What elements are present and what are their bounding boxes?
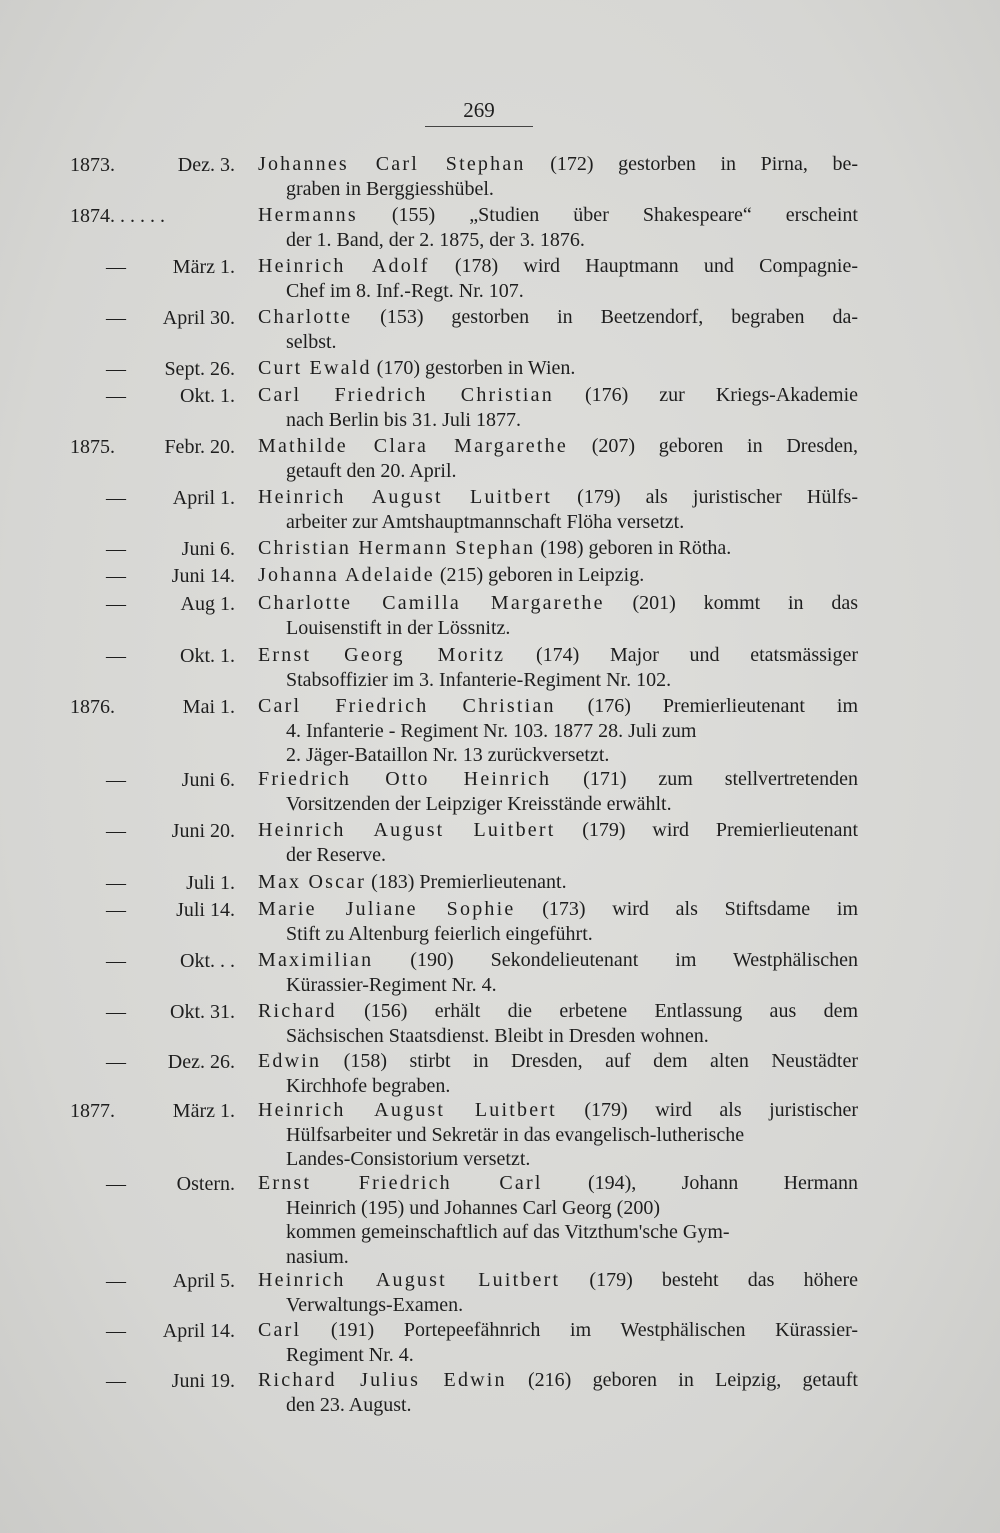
- entry-date: [70, 767, 235, 793]
- entry-text: [258, 1171, 858, 1269]
- entry-year: —: [106, 307, 126, 329]
- person-name: Carl Friedrich Christian: [258, 695, 556, 717]
- entry-text: [258, 152, 858, 201]
- entry-date: [70, 254, 235, 280]
- entry-day: Sept. 26.: [164, 358, 235, 380]
- entry-continuation-line: 4. Infanterie - Regiment Nr. 103. 1877 28. Juli zum: [286, 719, 697, 742]
- page-number-rule: [425, 126, 533, 127]
- entry-first-line-text: (191) Portepeefähnrich im Westphälischen Kürassier-: [301, 1319, 858, 1341]
- entry-text: [258, 1049, 858, 1098]
- entry-day: April 30.: [162, 307, 235, 329]
- entry-first-line-text: (155) „Studien über Shakespeare“ erscheint: [357, 204, 858, 226]
- person-name: Hermanns: [258, 204, 358, 226]
- entry-first-line: [258, 305, 858, 330]
- entry-continuation-line: Kirchhofe begraben.: [286, 1074, 451, 1097]
- person-name: Heinrich Adolf: [258, 255, 430, 277]
- entry-date: [70, 1318, 235, 1344]
- entry-continuation-line: kommen gemeinschaftlich auf das Vitzthum'sche Gym-: [286, 1221, 730, 1243]
- entry-text: [258, 643, 858, 692]
- person-name: Edwin: [258, 1050, 322, 1072]
- entry-text: [258, 818, 858, 867]
- entry-continuation-line: Sächsischen Staatsdienst. Bleibt in Dresden wohnen.: [286, 1024, 709, 1047]
- entry-day: Okt. 1.: [180, 645, 235, 667]
- entry-first-line-text: (176) zur Kriegs-Akademie: [553, 384, 859, 406]
- entry-year: —: [106, 1051, 126, 1073]
- entry-day: März 1.: [172, 256, 235, 278]
- entry-text: [258, 870, 858, 895]
- entry-first-line-text: (216) geboren in Leipzig, getauft: [506, 1369, 858, 1391]
- entry-continuation-line: graben in Berggiesshübel.: [286, 177, 494, 200]
- entry-year: —: [106, 899, 126, 921]
- entry-text: [258, 897, 858, 946]
- entry-first-line-text: (215) geboren in Leipzig.: [434, 564, 645, 586]
- person-name: Johanna Adelaide: [258, 564, 435, 586]
- entry-text: [258, 1318, 858, 1367]
- entry-first-line-text: (179) besteht das höhere: [560, 1269, 858, 1291]
- entry-text: [258, 434, 858, 483]
- entry-year: 1874. . . . . .: [70, 205, 165, 227]
- entry-first-line: [258, 643, 858, 668]
- entry-first-line-text: (158) stirbt in Dresden, auf dem alten Neustädter: [321, 1050, 858, 1072]
- entry-date: [70, 1171, 235, 1197]
- person-name: Ernst Georg Moritz: [258, 644, 506, 666]
- entry-day: März 1.: [172, 1100, 235, 1122]
- entry-first-line-text: (198) geboren in Rötha.: [535, 537, 732, 559]
- entry-first-line-text: (194), Johann Hermann: [542, 1172, 858, 1194]
- entry-year: —: [106, 820, 126, 842]
- entry-first-line: [258, 1098, 858, 1123]
- entry-continuation-line: Louisenstift in der Lössnitz.: [286, 616, 511, 639]
- entry-first-line-text: (183) Premierlieutenant.: [366, 871, 567, 893]
- entry-text: [258, 948, 858, 997]
- entry-day: Juni 14.: [171, 565, 235, 587]
- person-name: Christian Hermann Stephan: [258, 537, 536, 559]
- entry-continuation-line: Vorsitzenden der Leipziger Kreisstände erwählt.: [286, 792, 672, 815]
- person-name: Friedrich Otto Heinrich: [258, 768, 552, 790]
- entry-year: 1877.: [70, 1100, 115, 1122]
- entry-first-line: [258, 203, 858, 228]
- entry-date: [70, 643, 235, 669]
- entry-day: April 1.: [172, 487, 235, 509]
- person-name: Heinrich August Luitbert: [258, 1269, 561, 1291]
- entry-year: —: [106, 872, 126, 894]
- entry-continuation-line: Hülfsarbeiter und Sekretär in das evangelisch-lutherische: [286, 1123, 745, 1146]
- entry-day: Mai 1.: [182, 696, 235, 718]
- entry-continuation-line: Landes-Consistorium versetzt.: [286, 1148, 531, 1170]
- entry-day: Juli 14.: [176, 899, 235, 921]
- entry-first-line: [258, 818, 858, 843]
- entry-date: [70, 536, 235, 562]
- entry-continuation-line: Verwaltungs-Examen.: [286, 1293, 464, 1316]
- entry-text: [258, 1268, 858, 1317]
- entry-continuation-line: Stabsoffizier im 3. Infanterie-Regiment Nr. 102.: [286, 668, 672, 691]
- entry-year: —: [106, 565, 126, 587]
- entry-continuation-line: nach Berlin bis 31. Juli 1877.: [286, 408, 521, 431]
- entry-first-line: [258, 383, 858, 408]
- entry-year: —: [106, 385, 126, 407]
- entry-date: [70, 1049, 235, 1075]
- entry-date: [70, 485, 235, 511]
- entry-text: [258, 1368, 858, 1417]
- entry-year: 1873.: [70, 154, 115, 176]
- entry-date: [70, 305, 235, 331]
- entry-year: —: [106, 645, 126, 667]
- entry-text: [258, 1098, 858, 1172]
- entry-date: [70, 897, 235, 923]
- entry-text: [258, 305, 858, 354]
- entry-continuation-line: 2. Jäger-Bataillon Nr. 13 zurückversetzt.: [286, 744, 610, 766]
- entry-day: Okt. 1.: [180, 385, 235, 407]
- person-name: Richard: [258, 1000, 337, 1022]
- person-name: Heinrich August Luitbert: [258, 1099, 557, 1121]
- entry-date: [70, 591, 235, 617]
- entry-first-line: [258, 356, 858, 381]
- page-number: 269: [463, 98, 495, 122]
- entry-date: [70, 948, 235, 974]
- entry-first-line: [258, 1049, 858, 1074]
- person-name: Mathilde Clara Margarethe: [258, 435, 568, 457]
- entry-first-line: [258, 870, 858, 895]
- entry-first-line-text: (179) wird als juristischer: [556, 1099, 858, 1121]
- entry-year: —: [106, 1270, 126, 1292]
- entry-text: [258, 485, 858, 534]
- entry-first-line: [258, 1318, 858, 1343]
- person-name: Ernst Friedrich Carl: [258, 1172, 543, 1194]
- entry-first-line-text: (179) wird Premierlieutenant: [555, 819, 858, 841]
- entry-first-line-text: (156) erhält die erbetene Entlassung aus dem: [336, 1000, 858, 1022]
- entry-first-line: [258, 999, 858, 1024]
- entry-first-line-text: (207) geboren in Dresden,: [567, 435, 858, 457]
- person-name: Curt Ewald: [258, 357, 372, 379]
- entry-day: Juni 20.: [171, 820, 235, 842]
- person-name: Carl Friedrich Christian: [258, 384, 554, 406]
- person-name: Max Oscar: [258, 871, 367, 893]
- entry-day: Febr. 20.: [164, 436, 235, 458]
- entry-year: —: [106, 950, 126, 972]
- entry-year: —: [106, 487, 126, 509]
- entry-text: [258, 694, 858, 768]
- person-name: Richard Julius Edwin: [258, 1369, 507, 1391]
- entry-date: [70, 434, 235, 460]
- entry-text: [258, 536, 858, 561]
- entry-date: [70, 1268, 235, 1294]
- person-name: Johannes Carl Stephan: [258, 153, 526, 175]
- entry-continuation-line: nasium.: [286, 1245, 349, 1268]
- entry-continuation-line: Chef im 8. Inf.-Regt. Nr. 107.: [286, 279, 524, 302]
- entry-day: April 14.: [162, 1320, 235, 1342]
- entry-day: April 5.: [172, 1270, 235, 1292]
- entry-date: [70, 356, 235, 382]
- person-name: Carl: [258, 1319, 302, 1341]
- entry-text: [258, 356, 858, 381]
- entry-text: [258, 767, 858, 816]
- entry-text: [258, 563, 858, 588]
- person-name: Maximilian: [258, 949, 374, 971]
- entry-day: Aug 1.: [180, 593, 235, 615]
- person-name: Heinrich August Luitbert: [258, 819, 556, 841]
- entry-text: [258, 999, 858, 1048]
- entry-date: [70, 694, 235, 720]
- entry-first-line: [258, 1368, 858, 1393]
- entry-first-line: [258, 591, 858, 616]
- entry-day: Juni 6.: [181, 538, 235, 560]
- entry-continuation-line: Heinrich (195) und Johannes Carl Georg (200): [286, 1196, 660, 1219]
- entry-day: Okt. . .: [180, 950, 235, 972]
- entry-year: —: [106, 1173, 126, 1195]
- entry-first-line: [258, 152, 858, 177]
- person-name: Heinrich August Luitbert: [258, 486, 553, 508]
- person-name: Charlotte: [258, 306, 353, 328]
- entry-year: —: [106, 358, 126, 380]
- entry-date: [70, 563, 235, 589]
- entry-date: [70, 1368, 235, 1394]
- entry-date: [70, 870, 235, 896]
- entry-first-line-text: (178) wird Hauptmann und Compagnie-: [429, 255, 858, 277]
- entry-year: 1876.: [70, 696, 115, 718]
- entry-year: —: [106, 1001, 126, 1023]
- entry-first-line-text: (170) gestorben in Wien.: [371, 357, 576, 379]
- entry-first-line: [258, 694, 858, 719]
- entry-first-line: [258, 1268, 858, 1293]
- entry-first-line: [258, 254, 858, 279]
- entry-year: 1875.: [70, 436, 115, 458]
- entry-continuation-line: der Reserve.: [286, 843, 386, 866]
- entry-day: Dez. 3.: [177, 154, 235, 176]
- entry-year: —: [106, 538, 126, 560]
- entry-continuation-line: arbeiter zur Amtshauptmannschaft Flöha versetzt.: [286, 510, 685, 533]
- entry-first-line: [258, 767, 858, 792]
- entry-first-line-text: (201) kommt in das: [604, 592, 858, 614]
- entry-year: —: [106, 769, 126, 791]
- entry-first-line: [258, 948, 858, 973]
- entry-day: Okt. 31.: [170, 1001, 235, 1023]
- entry-first-line: [258, 563, 858, 588]
- entry-first-line-text: (172) gestorben in Pirna, be-: [525, 153, 858, 175]
- entry-day: Juni 19.: [171, 1370, 235, 1392]
- entry-text: [258, 383, 858, 432]
- entry-year: —: [106, 593, 126, 615]
- entry-date: [70, 152, 235, 178]
- entry-continuation-line: Kürassier-Regiment Nr. 4.: [286, 973, 497, 996]
- entry-continuation-line: getauft den 20. April.: [286, 459, 457, 482]
- entry-continuation-line: der 1. Band, der 2. 1875, der 3. 1876.: [286, 228, 585, 251]
- entry-text: [258, 203, 858, 252]
- entry-continuation-line: den 23. August.: [286, 1393, 412, 1416]
- entry-year: —: [106, 256, 126, 278]
- entry-first-line: [258, 897, 858, 922]
- entry-text: [258, 254, 858, 303]
- entry-day: Ostern.: [176, 1173, 235, 1195]
- entry-first-line-text: (179) als juristischer Hülfs-: [552, 486, 858, 508]
- entry-year: —: [106, 1370, 126, 1392]
- entry-first-line-text: (176) Premierlieutenant im: [555, 695, 858, 717]
- entry-continuation-line: Stift zu Altenburg feierlich eingeführt.: [286, 922, 593, 945]
- entry-first-line: [258, 485, 858, 510]
- entry-first-line-text: (190) Sekondelieutenant im Westphälischen: [373, 949, 858, 971]
- person-name: Marie Juliane Sophie: [258, 898, 516, 920]
- entry-first-line-text: (153) gestorben in Beetzendorf, begraben da-: [352, 306, 858, 328]
- entry-date: [70, 203, 235, 229]
- entry-first-line: [258, 536, 858, 561]
- entry-first-line-text: (173) wird als Stiftsdame im: [515, 898, 859, 920]
- entry-date: [70, 999, 235, 1025]
- entry-date: [70, 1098, 235, 1124]
- person-name: Charlotte Camilla Margarethe: [258, 592, 605, 614]
- entry-continuation-line: Regiment Nr. 4.: [286, 1343, 414, 1366]
- entry-first-line: [258, 1171, 858, 1196]
- entry-year: —: [106, 1320, 126, 1342]
- entry-day: Dez. 26.: [167, 1051, 235, 1073]
- entry-day: Juni 6.: [181, 769, 235, 791]
- entry-text: [258, 591, 858, 640]
- entry-date: [70, 818, 235, 844]
- entry-first-line-text: (171) zum stellvertretenden: [551, 768, 858, 790]
- entry-continuation-line: selbst.: [286, 330, 337, 353]
- entry-date: [70, 383, 235, 409]
- entry-first-line-text: (174) Major und etatsmässiger: [505, 644, 858, 666]
- entry-day: Juli 1.: [186, 872, 235, 894]
- entry-first-line: [258, 434, 858, 459]
